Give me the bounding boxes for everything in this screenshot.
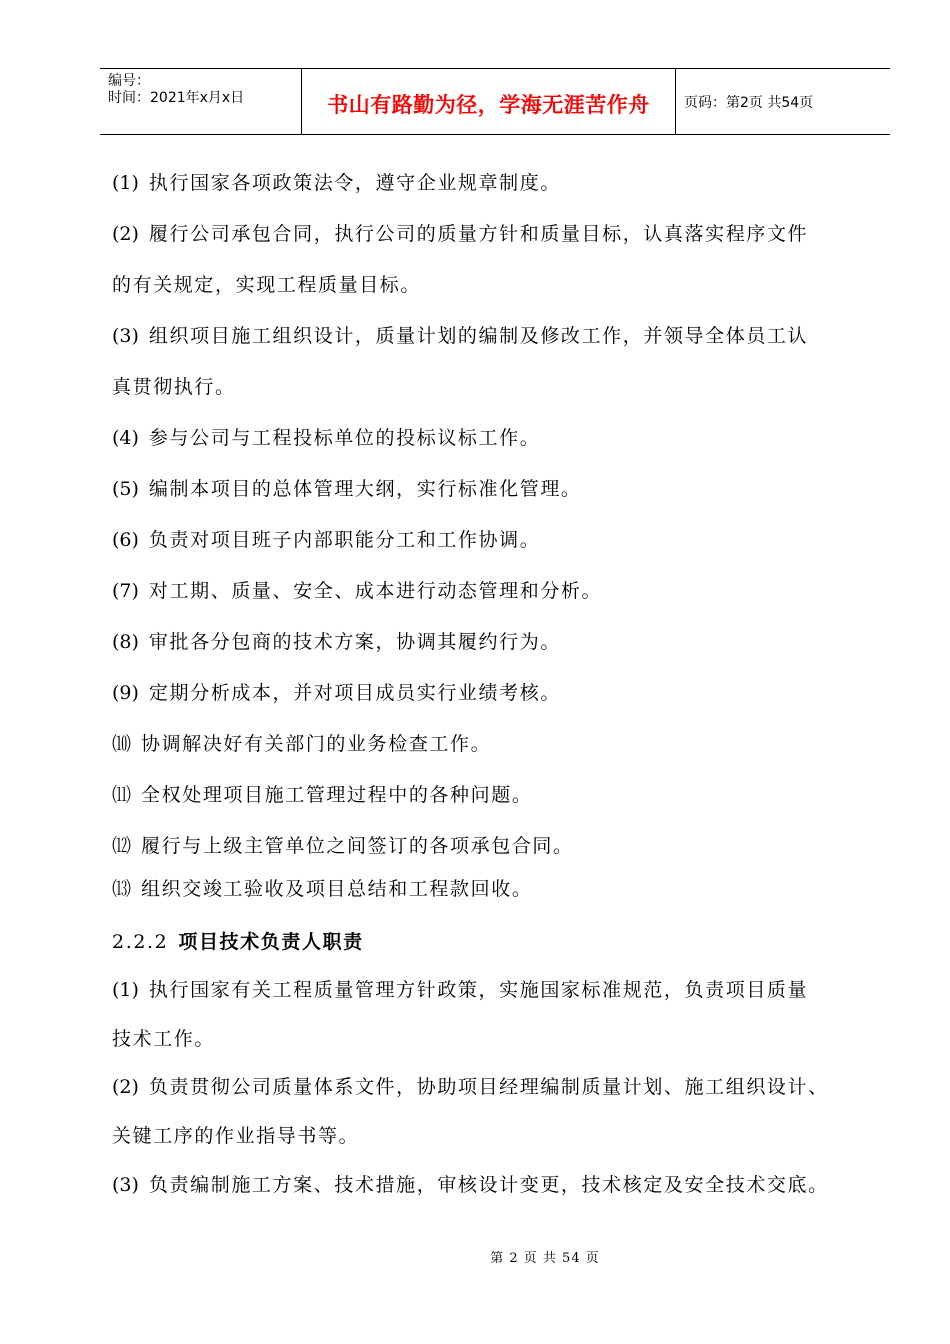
list-item-text: 履行与上级主管单位之间签订的各项承包合同。 — [141, 835, 574, 857]
list-item — [112, 527, 540, 553]
list-item-number: (1) — [112, 172, 139, 194]
list-item-number: ⑽ — [112, 733, 132, 755]
list-item-continuation — [112, 272, 421, 298]
section-title: 项目技术负责人职责 — [178, 931, 364, 953]
list-item — [112, 323, 808, 349]
page-footer: 第 2 页 共 54 页 — [490, 1251, 600, 1266]
header-motto: 书山有路勤为径，学海无涯苦作舟 — [302, 69, 676, 134]
list-item-continuation — [112, 1026, 215, 1052]
list-item-number: (6) — [112, 529, 139, 551]
list-item-number: ⑿ — [112, 835, 132, 857]
list-item-number: (2) — [112, 1076, 139, 1098]
list-item-text: 技术工作。 — [112, 1028, 216, 1050]
list-item-text: 的有关规定，实现工程质量目标。 — [112, 274, 422, 296]
list-item-text: 关键工序的作业指导书等。 — [112, 1125, 360, 1147]
list-item-text: 编制本项目的总体管理大纲，实行标准化管理。 — [148, 478, 582, 500]
list-item — [112, 221, 808, 247]
document-time: 时间：2021年x月x日 — [108, 90, 245, 106]
list-item-number: (8) — [112, 631, 139, 653]
list-item — [112, 476, 582, 502]
header-meta — [100, 69, 302, 134]
page-header — [100, 68, 890, 135]
list-item-text: 执行国家各项政策法令，遵守企业规章制度。 — [148, 172, 561, 194]
list-item-number: (3) — [112, 1174, 139, 1196]
list-item — [112, 170, 561, 196]
list-item-text: 组织交竣工验收及项目总结和工程款回收。 — [141, 878, 533, 900]
header-page-info: 页码：第2页 共54页 — [684, 94, 814, 111]
list-item-number: (1) — [112, 979, 139, 1001]
list-item-text: 审批各分包商的技术方案，协调其履约行为。 — [148, 631, 561, 653]
list-item-text: 对工期、质量、安全、成本进行动态管理和分析。 — [148, 580, 603, 602]
list-item-continuation — [112, 1123, 359, 1149]
list-item-number: (7) — [112, 580, 139, 602]
list-item-text: 全权处理项目施工管理过程中的各种问题。 — [141, 784, 533, 806]
list-item-number: (9) — [112, 682, 139, 704]
list-item-text: 协调解决好有关部门的业务检查工作。 — [141, 733, 492, 755]
section-heading — [112, 929, 364, 955]
list-item — [112, 425, 540, 451]
list-item-number: ⑾ — [112, 784, 132, 806]
list-item-continuation — [112, 374, 236, 400]
list-item-text: 负责对项目班子内部职能分工和工作协调。 — [148, 529, 541, 551]
list-item-text: 组织项目施工组织设计，质量计划的编制及修改工作，并领导全体员工认 — [148, 325, 809, 347]
list-item — [112, 1172, 829, 1198]
list-item-text: 执行国家有关工程质量管理方针政策，实施国家标准规范，负责项目质量 — [148, 979, 809, 1001]
list-item — [112, 731, 491, 757]
list-item-text: 负责编制施工方案、技术措施，审核设计变更，技术核定及安全技术交底。 — [148, 1174, 829, 1196]
section-number: 2.2.2 — [112, 931, 169, 953]
list-item-number: (5) — [112, 478, 139, 500]
list-item-text: 参与公司与工程投标单位的投标议标工作。 — [148, 427, 541, 449]
list-item — [112, 680, 561, 706]
list-item — [112, 876, 532, 902]
list-item-text: 负责贯彻公司质量体系文件，协助项目经理编制质量计划、施工组织设计、 — [148, 1076, 829, 1098]
list-item — [112, 578, 602, 604]
list-item — [112, 782, 532, 808]
list-item-text: 履行公司承包合同，执行公司的质量方针和质量目标，认真落实程序文件 — [148, 223, 809, 245]
list-item — [112, 977, 808, 1003]
list-item-text: 真贯彻执行。 — [112, 376, 236, 398]
list-item — [112, 833, 574, 859]
list-item-number: (3) — [112, 325, 139, 347]
list-item-number: (4) — [112, 427, 139, 449]
list-item — [112, 1074, 829, 1100]
list-item-text: 定期分析成本，并对项目成员实行业绩考核。 — [148, 682, 561, 704]
list-item — [112, 629, 561, 655]
list-item-number: (2) — [112, 223, 139, 245]
list-item-number: ⒀ — [112, 878, 132, 900]
document-number-label: 编号： — [108, 73, 150, 89]
